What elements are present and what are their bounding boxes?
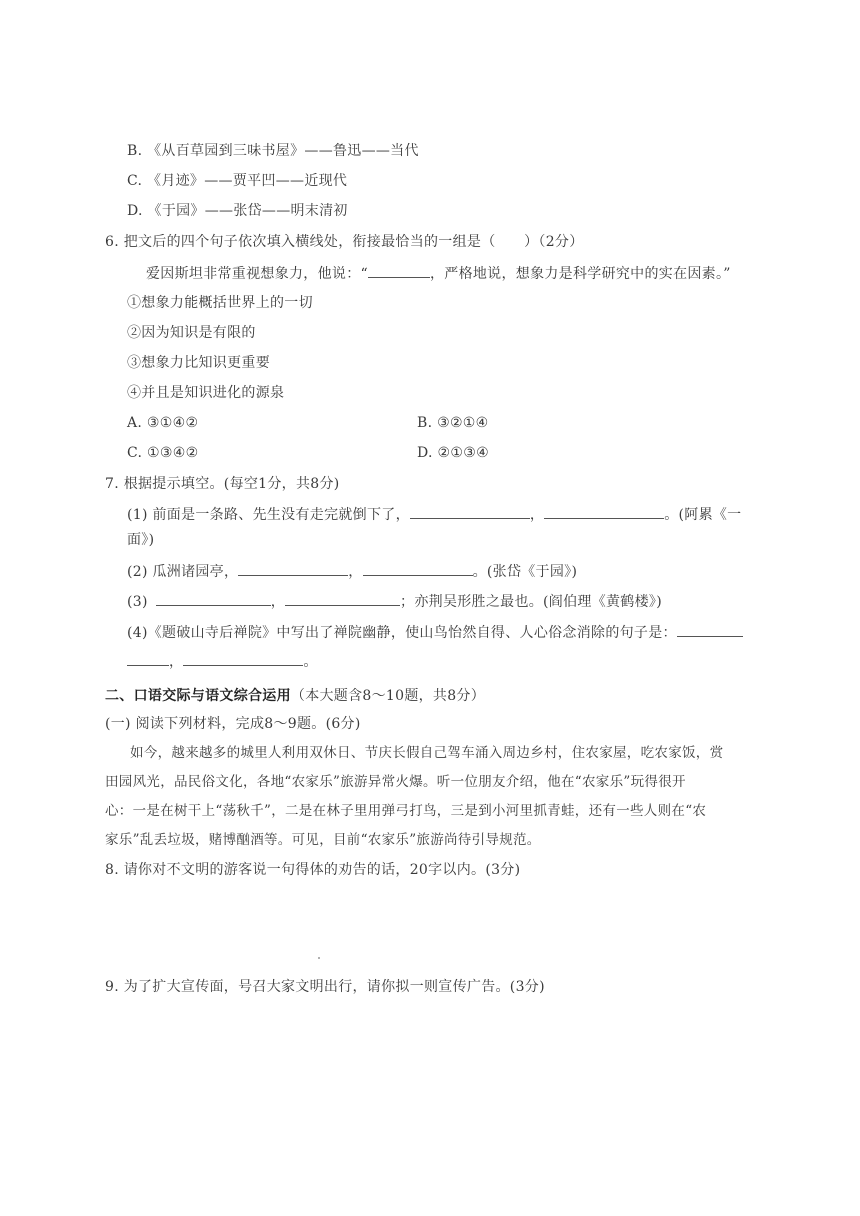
section-2-note: （本大题含8～10题，共8分） — [290, 688, 486, 704]
q7-item-3 — [127, 591, 662, 612]
passage-line-3: 心：一是在树干上“荡秋千”，二是在林子里用弹弓打鸟，三是到小河里抓青蛙，还有一些人则在“农 — [105, 803, 707, 819]
q7-item-4-continuation — [127, 651, 318, 672]
q6-option-a: A. ③①④② — [127, 415, 199, 431]
q7-item-2-prefix: (2) 瓜洲诸园亭， — [127, 564, 239, 580]
q6-quote — [146, 263, 731, 284]
q7-item-1-blank-b[interactable] — [544, 504, 664, 519]
section-2-title: 二、口语交际与语文综合运用 — [105, 688, 291, 704]
q6-sentence-2: ②因为知识是有限的 — [127, 325, 256, 341]
q6-sentence-4: ④并且是知识进化的源泉 — [127, 385, 285, 401]
q7-item-4-blank-a[interactable] — [677, 622, 743, 637]
q7-item-1-sep: ， — [529, 507, 545, 523]
passage-line-2: 田园风光，品民俗文化，各地“农家乐”旅游异常火爆。听一位朋友介绍，他在“农家乐”玩得很开 — [105, 774, 686, 790]
q7-item-1-suffix: 。(阿累《一 — [664, 507, 742, 523]
q7-item-3-suffix: ；亦荆吴形胜之最也。(阎伯理《黄鹤楼》) — [400, 594, 662, 610]
q7-item-4-blank-a-cont[interactable] — [127, 651, 169, 666]
q9-stem: 9. 为了扩大宣传面，号召大家文明出行，请你拟一则宣传广告。(3分) — [105, 979, 545, 995]
q5-option-d: D. 《于园》——张岱——明末清初 — [127, 203, 348, 219]
q7-item-1-prefix: (1) 前面是一条路、先生没有走完就倒下了， — [127, 507, 410, 523]
q7-item-1-blank-a[interactable] — [410, 504, 530, 519]
scan-speck — [318, 957, 320, 959]
q7-item-3-sep: ， — [270, 594, 286, 610]
section-2-heading — [105, 686, 485, 706]
q7-item-4-text: (4)《题破山寺后禅院》中写出了禅院幽静，使山鸟怡然自得、人心俗念消除的句子是： — [127, 625, 677, 641]
q5-option-b: B. 《从百草园到三味书屋》——鲁迅——当代 — [127, 143, 419, 159]
q7-item-2-suffix: 。(张岱《于园》) — [472, 564, 578, 580]
q8-stem: 8. 请你对不文明的游客说一句得体的劝告的话，20字以内。(3分) — [105, 862, 521, 878]
q8-answer-area[interactable] — [105, 885, 755, 970]
passage-line-1: 如今，越来越多的城里人利用双休日、节庆长假自己驾车涌入周边乡村，住农家屋，吃农家饭，赏 — [130, 745, 724, 761]
q7-item-3-blank-b[interactable] — [285, 591, 400, 606]
q6-sentence-3: ③想象力比知识更重要 — [127, 355, 270, 371]
q7-item-2-blank-b[interactable] — [363, 561, 473, 576]
q7-item-4-sep: ， — [169, 654, 184, 670]
part-1-heading: (一) 阅读下列材料，完成8～9题。(6分) — [105, 716, 361, 732]
q7-item-4-blank-b[interactable] — [183, 651, 303, 666]
q6-quote-before: 爱因斯坦非常重视想象力，他说：“ — [146, 266, 368, 282]
q7-stem: 7. 根据提示填空。(每空1分，共8分) — [105, 476, 340, 492]
q7-item-1 — [127, 504, 741, 525]
q7-item-2-blank-a[interactable] — [238, 561, 348, 576]
q6-option-b: B. ③②①④ — [417, 415, 489, 431]
q6-answer-blank[interactable] — [368, 263, 430, 278]
q7-item-3-prefix: (3) — [127, 594, 148, 610]
q7-item-4-end: 。 — [303, 654, 318, 670]
q7-item-3-blank-a[interactable] — [156, 591, 271, 606]
q6-stem: 6. 把文后的四个句子依次填入横线处，衔接最恰当的一组是（ ）（2分） — [105, 234, 584, 250]
q7-item-4 — [127, 622, 743, 643]
q6-quote-after: ，严格地说，想象力是科学研究中的实在因素。” — [429, 266, 731, 282]
q5-option-c: C. 《月迹》——贾平凹——近现代 — [127, 173, 348, 189]
q6-sentence-1: ①想象力能概括世界上的一切 — [127, 295, 313, 311]
q6-option-d: D. ②①③④ — [417, 445, 489, 461]
q6-option-c: C. ①③④② — [127, 445, 199, 461]
q9-answer-area[interactable] — [105, 1002, 755, 1182]
q7-item-1-continuation: 面》) — [127, 532, 155, 548]
q7-item-2-sep: ， — [348, 564, 363, 580]
passage-line-4: 家乐”乱丢垃圾，赌博酗酒等。可见，目前“农家乐”旅游尚待引导规范。 — [105, 832, 541, 848]
q7-item-2 — [127, 561, 577, 582]
